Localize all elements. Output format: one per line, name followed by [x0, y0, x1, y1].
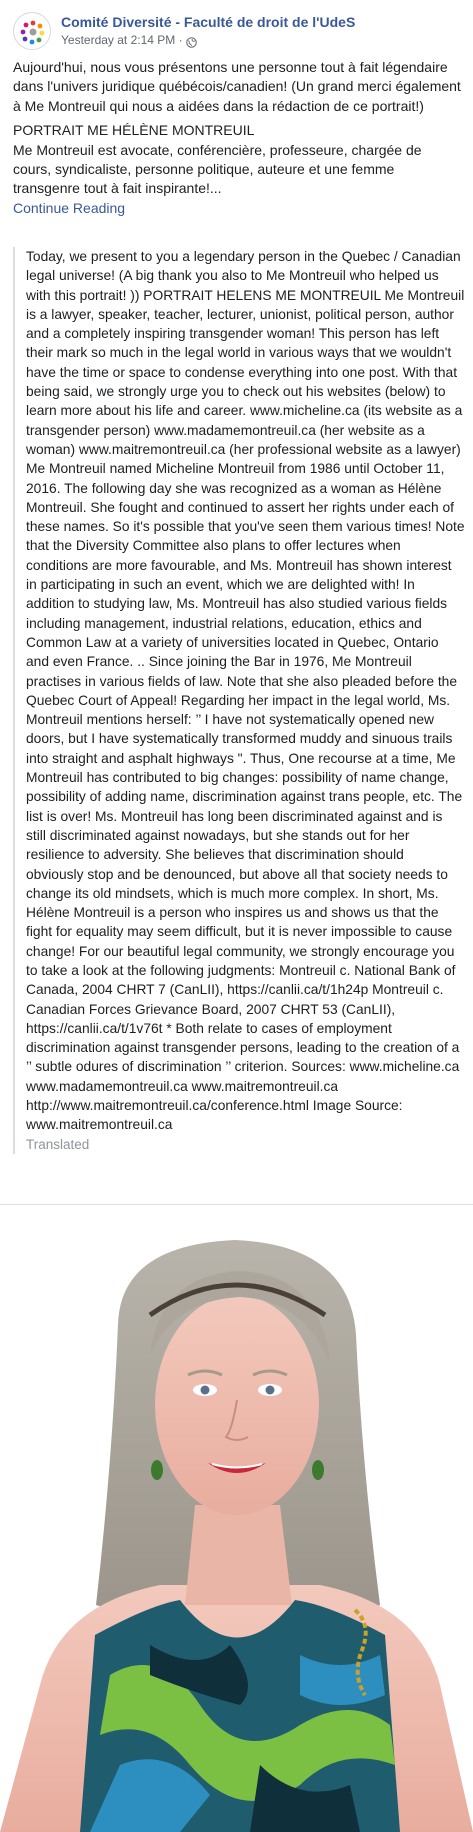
translated-label[interactable]: Translated: [26, 1136, 90, 1152]
translation-text: Today, we present to you a legendary person in the Quebec / Canadian legal universe! (A big thank you also to Me Montreuil who helped us with this portrait! )) PORTRAIT HELENS ME MONTREUIL Me Montreuil is a lawyer, speaker, teacher, lecturer, unionist, political person, author and a completely inspiring transgender woman! This person has left their mark so much in the legal world in various ways that we wouldn't have the time or space to condense everything into one post. With that being said, we strongly urge you to check out his websites (below) to learn more about his life and career. www.micheline.ca (its website as a transgender person) www.madamemontreuil.ca (her website as a woman) www.maitremontreuil.ca (her professional website as a lawyer) Me Montreuil named Micheline Montreuil from 1986 until October 11, 2016. The following day she was recognized as a woman as Hélène Montreuil. She fought and continued to assert her rights under each of these names. So it's possible that you've seen them various times! Note that the Diversity Committee also plans to offer lectures when conditions are more favourable, and Ms. Montreuil has shown interest in participating in such an event, which we are delighted with! In addition to studying law, Ms. Montreuil has also studied various fields including management, industrial relations, education, ethics and Common Law at a variety of universities located in Quebec, Ontario and even France. .. Since joining the Bar in 1976, Me Montreuil practises in various fields of law. Note that she also pleaded before the Quebec Court of Appeal! Regarding her impact in the legal world, Ms. Montreuil mentions herself: ’’ I have not systematically opened new doors, but I have systematically transformed muddy and sinuous trails into straight and asphalt highways ". Thus, One recourse at a time, Me Montreuil has contributed to big changes: possibility of name change, possibility of adding name, discrimination against trans people, etc. The list is over! Ms. Montreuil has long been discriminated against and is still discriminated against nowadays, but she stands out for her resilience to adversity. She believes that discrimination should obviously stop and be denounced, but above all that society needs to change its old mindsets, which is much more complex. In short, Ms. Hélène Montreuil is a person who inspires us and shows us that the fight for equality may seem difficult, but it is never impossible to cause change! For our beautiful legal community, we strongly encourage you to take a look at the following judgments: Montreuil c. National Bank of Canada, 2004 CHRT 7 (CanLII), https://canlii.ca/t/1h24p Montreuil c. Canadian Forces Grievance Board, 2007 CHRT 53 (CanLII), https://canlii.ca/t/1v76t * Both relate to cases of employment discrimination against transgender persons, leading to the creation of a ’’ subtle odures of discrimination ’’ criterion. Sources: www.micheline.ca www.madamemontreuil.ca www.maitremontreuil.ca http://www.maitremontreuil.ca/conference.html Image Source: www.maitremontreuil.ca: [26, 249, 465, 1133]
page-logo-icon: [14, 13, 51, 50]
portrait-photo: [0, 1205, 473, 1832]
continue-reading-link[interactable]: Continue Reading: [13, 199, 126, 216]
french-intro: Aujourd'hui, nous vous présentons une personne tout à fait légendaire dans l'univers juridique québécois/canadien! (Un grand merci également à Me Montreuil qui nous a aidées dans la rédaction de ce portrait!): [13, 59, 461, 114]
post-text-french: [13, 58, 463, 218]
globe-icon[interactable]: [186, 35, 197, 46]
translation-block: [13, 247, 465, 1154]
page-name-link[interactable]: Comité Diversité - Faculté de droit de l'UdeS: [61, 14, 356, 30]
french-body: Me Montreuil est avocate, conférencière, professeure, chargée de cours, syndicaliste, personne politique, auteure et une femme transgenre tout à fait inspirante!...: [13, 141, 422, 197]
french-title: PORTRAIT ME HÉLÈNE MONTREUIL: [13, 122, 255, 139]
post-timestamp[interactable]: Yesterday at 2:14 PM: [61, 33, 176, 47]
page-avatar[interactable]: [13, 12, 51, 50]
post-photo[interactable]: [0, 1205, 473, 1832]
post-header: [13, 12, 463, 52]
post-meta: [61, 31, 355, 49]
meta-separator: ·: [178, 33, 183, 47]
